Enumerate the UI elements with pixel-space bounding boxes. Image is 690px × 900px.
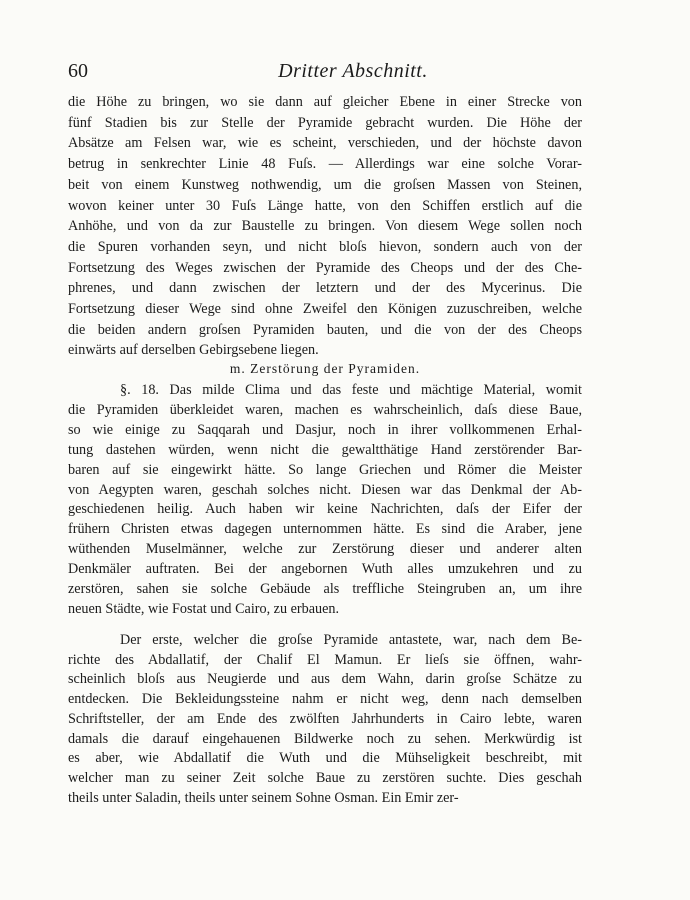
text-line: die Pyramiden überkleidet waren, machen es wahrscheinlich, daſs diese Baue, [68, 401, 582, 418]
text-line: scheinlich bloſs aus Neugierde und aus dem Wahn, darin groſse Schätze zu [68, 671, 582, 688]
text-line: einwärts auf derselben Gebirgsebene liegen. [68, 342, 319, 359]
text-line: Fortsetzung des Weges zwischen der Pyramide des Cheops und der des Che- [68, 259, 582, 276]
text-line: geschiedenen heilig. Auch haben wir keine Nachrichten, daſs der Eifer der [68, 501, 582, 518]
text-line: Fortsetzung dieser Wege sind ohne Zweifel den Königen zuzuschreiben, welche [68, 301, 582, 317]
text-line: §. 18. Das milde Clima und das feste und mächtige Material, womit [120, 382, 582, 398]
text-line: es aber, wie Abdallatif die Wuth und die Mühseligkeit beschreibt, mit [68, 750, 582, 767]
text-line: Der erste, welcher die groſse Pyramide antastete, war, nach dem Be- [120, 632, 582, 648]
text-line: wovon keiner unter 30 Fuſs Länge hatte, von den Schiffen erstlich auf die [68, 197, 582, 214]
text-line: so wie einige zu Saqqarah und Dasjur, noch in ihrer vollkommenen Erhal- [68, 421, 582, 438]
text-line: phrenes, und dann zwischen der letztern und der des Mycerinus. Die [68, 280, 582, 297]
text-line: Schriftsteller, der am Ende des zwölften Jahrhunderts in Cairo lebte, waren [68, 710, 582, 727]
text-line: betrug in senkrechter Linie 48 Fuſs. — Allerdings war eine solche Vorar- [68, 156, 582, 173]
section-heading: m. Zerstörung der Pyramiden. [229, 361, 421, 376]
text-line: tung dastehen würden, wenn nicht die gewaltthätige Hand zerstörender Bar- [68, 441, 582, 458]
text-line: baren auf sie eingewirkt hätte. So lange Griechen und Römer die Meister [68, 461, 582, 478]
text-line: welcher man zu seiner Zeit solche Baue zu zerstören suchte. Dies geschah [68, 769, 582, 786]
text-line: die Höhe zu bringen, wo sie dann auf gleicher Ebene in einer Strecke von [68, 94, 582, 110]
text-line: von Aegypten waren, geschah solches nicht. Diesen war das Denkmal der Ab- [68, 481, 582, 498]
text-line: Anhöhe, und von da zur Baustelle zu bringen. Von diesem Wege sollen noch [68, 218, 582, 235]
text-line: neuen Städte, wie Fostat und Cairo, zu erbauen. [68, 600, 340, 617]
text-line: zerstören, sahen sie solche Gebäude als treffliche Steingruben an, um ihre [68, 581, 582, 597]
page-header [68, 60, 578, 90]
text-line: entdecken. Die Bekleidungssteine nahm er nicht weg, denn nach demselben [68, 691, 582, 708]
text-line: frühern Christen etwas dagegen unternommen hätte. Es sind die Araber, jene [68, 521, 582, 538]
running-head: Dritter Abschnitt. [278, 60, 428, 82]
page-number: 60 [68, 60, 88, 82]
text-line: fünf Stadien bis zur Stelle der Pyramide gebracht wurden. Die Höhe der [68, 114, 582, 131]
text-line: damals die darauf eingehauenen Bildwerke noch zu sehen. Merkwürdig ist [68, 730, 582, 747]
text-line: wüthenden Muselmänner, welche zur Zerstörung dieser und anderer alten [68, 541, 582, 558]
text-line: Denkmäler auftraten. Bei der angebornen Wuth alles umzukehren und zu [68, 561, 582, 578]
text-line: richte des Abdallatif, der Chalif El Mamun. Er lieſs sie öffnen, wahr- [68, 651, 582, 668]
text-line: die Spuren vorhanden seyn, und nicht bloſs hievon, sondern auch von der [68, 238, 582, 255]
text-line: die beiden andern groſsen Pyramiden bauten, und die von der des Cheops [68, 321, 582, 338]
text-line: beit von einem Kunstweg nothwendig, um die groſsen Massen von Steinen, [68, 176, 582, 193]
text-line: Absätze am Felsen war, wie es scheint, verschieden, und der höchste davon [68, 135, 582, 152]
text-line: theils unter Saladin, theils unter seinem Sohne Osman. Ein Emir zer- [68, 789, 459, 806]
